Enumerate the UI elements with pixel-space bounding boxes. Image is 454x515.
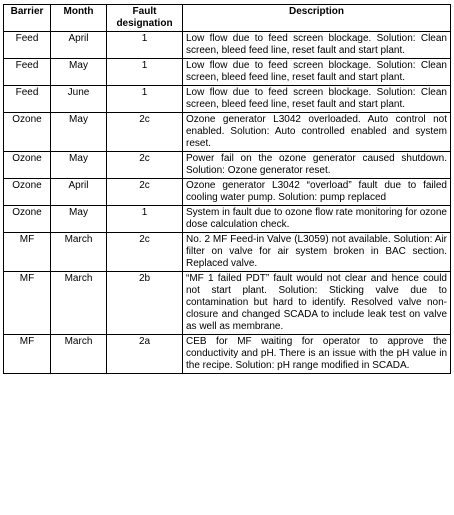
cell-month: April <box>51 179 107 206</box>
table-row <box>4 272 451 335</box>
cell-barrier: Feed <box>4 59 51 86</box>
fault-table <box>3 4 451 374</box>
table-header-row <box>4 5 451 32</box>
cell-barrier: MF <box>4 335 51 374</box>
header-barrier: Barrier <box>4 5 51 32</box>
cell-month: March <box>51 335 107 374</box>
cell-month: March <box>51 272 107 335</box>
cell-month: May <box>51 59 107 86</box>
cell-description: No. 2 MF Feed-in Valve (L3059) not available. Solution: Air filter on valve for air system broken in BAC section. Replaced valve. <box>183 233 451 272</box>
cell-fault: 2b <box>107 272 183 335</box>
cell-fault: 1 <box>107 32 183 59</box>
cell-month: April <box>51 32 107 59</box>
cell-description: Ozone generator L3042 “overload” fault due to failed cooling water pump. Solution: pump replaced <box>183 179 451 206</box>
table-row <box>4 59 451 86</box>
cell-fault: 1 <box>107 59 183 86</box>
table-row <box>4 152 451 179</box>
cell-barrier: MF <box>4 272 51 335</box>
cell-fault: 2a <box>107 335 183 374</box>
cell-description: Low flow due to feed screen blockage. Solution: Clean screen, bleed feed line, reset fault and start plant. <box>183 86 451 113</box>
cell-description: “MF 1 failed PDT” fault would not clear and hence could not start plant. Solution: Sticking valve due to contamination but hard to identify. Resolved valve non-closure and changed SCADA to include leak test on valve as well as membrane. <box>183 272 451 335</box>
cell-month: March <box>51 233 107 272</box>
table-row <box>4 233 451 272</box>
table-row <box>4 86 451 113</box>
cell-fault: 2c <box>107 152 183 179</box>
cell-description: CEB for MF waiting for operator to approve the conductivity and pH. There is an issue with the pH value in the recipe. Solution: pH range modified in SCADA. <box>183 335 451 374</box>
cell-barrier: Ozone <box>4 113 51 152</box>
cell-description: Ozone generator L3042 overloaded. Auto control not enabled. Solution: Auto controlled enabled and system reset. <box>183 113 451 152</box>
cell-month: May <box>51 152 107 179</box>
cell-fault: 2c <box>107 233 183 272</box>
cell-barrier: Ozone <box>4 206 51 233</box>
table-row <box>4 335 451 374</box>
cell-month: May <box>51 113 107 152</box>
cell-fault: 1 <box>107 206 183 233</box>
cell-fault: 2c <box>107 179 183 206</box>
header-month: Month <box>51 5 107 32</box>
cell-barrier: Feed <box>4 32 51 59</box>
cell-barrier: Ozone <box>4 152 51 179</box>
cell-fault: 1 <box>107 86 183 113</box>
header-description: Description <box>183 5 451 32</box>
table-row <box>4 206 451 233</box>
cell-description: Power fail on the ozone generator caused shutdown. Solution: Ozone generator reset. <box>183 152 451 179</box>
cell-description: Low flow due to feed screen blockage. Solution: Clean screen, bleed feed line, reset fault and start plant. <box>183 32 451 59</box>
cell-barrier: Ozone <box>4 179 51 206</box>
table-row <box>4 179 451 206</box>
table-row <box>4 113 451 152</box>
cell-month: June <box>51 86 107 113</box>
cell-month: May <box>51 206 107 233</box>
cell-description: Low flow due to feed screen blockage. Solution: Clean screen, bleed feed line, reset fault and start plant. <box>183 59 451 86</box>
table-row <box>4 32 451 59</box>
cell-fault: 2c <box>107 113 183 152</box>
header-fault-designation: Fault designation <box>107 5 183 32</box>
cell-description: System in fault due to ozone flow rate monitoring for ozone dose calculation check. <box>183 206 451 233</box>
cell-barrier: MF <box>4 233 51 272</box>
cell-barrier: Feed <box>4 86 51 113</box>
